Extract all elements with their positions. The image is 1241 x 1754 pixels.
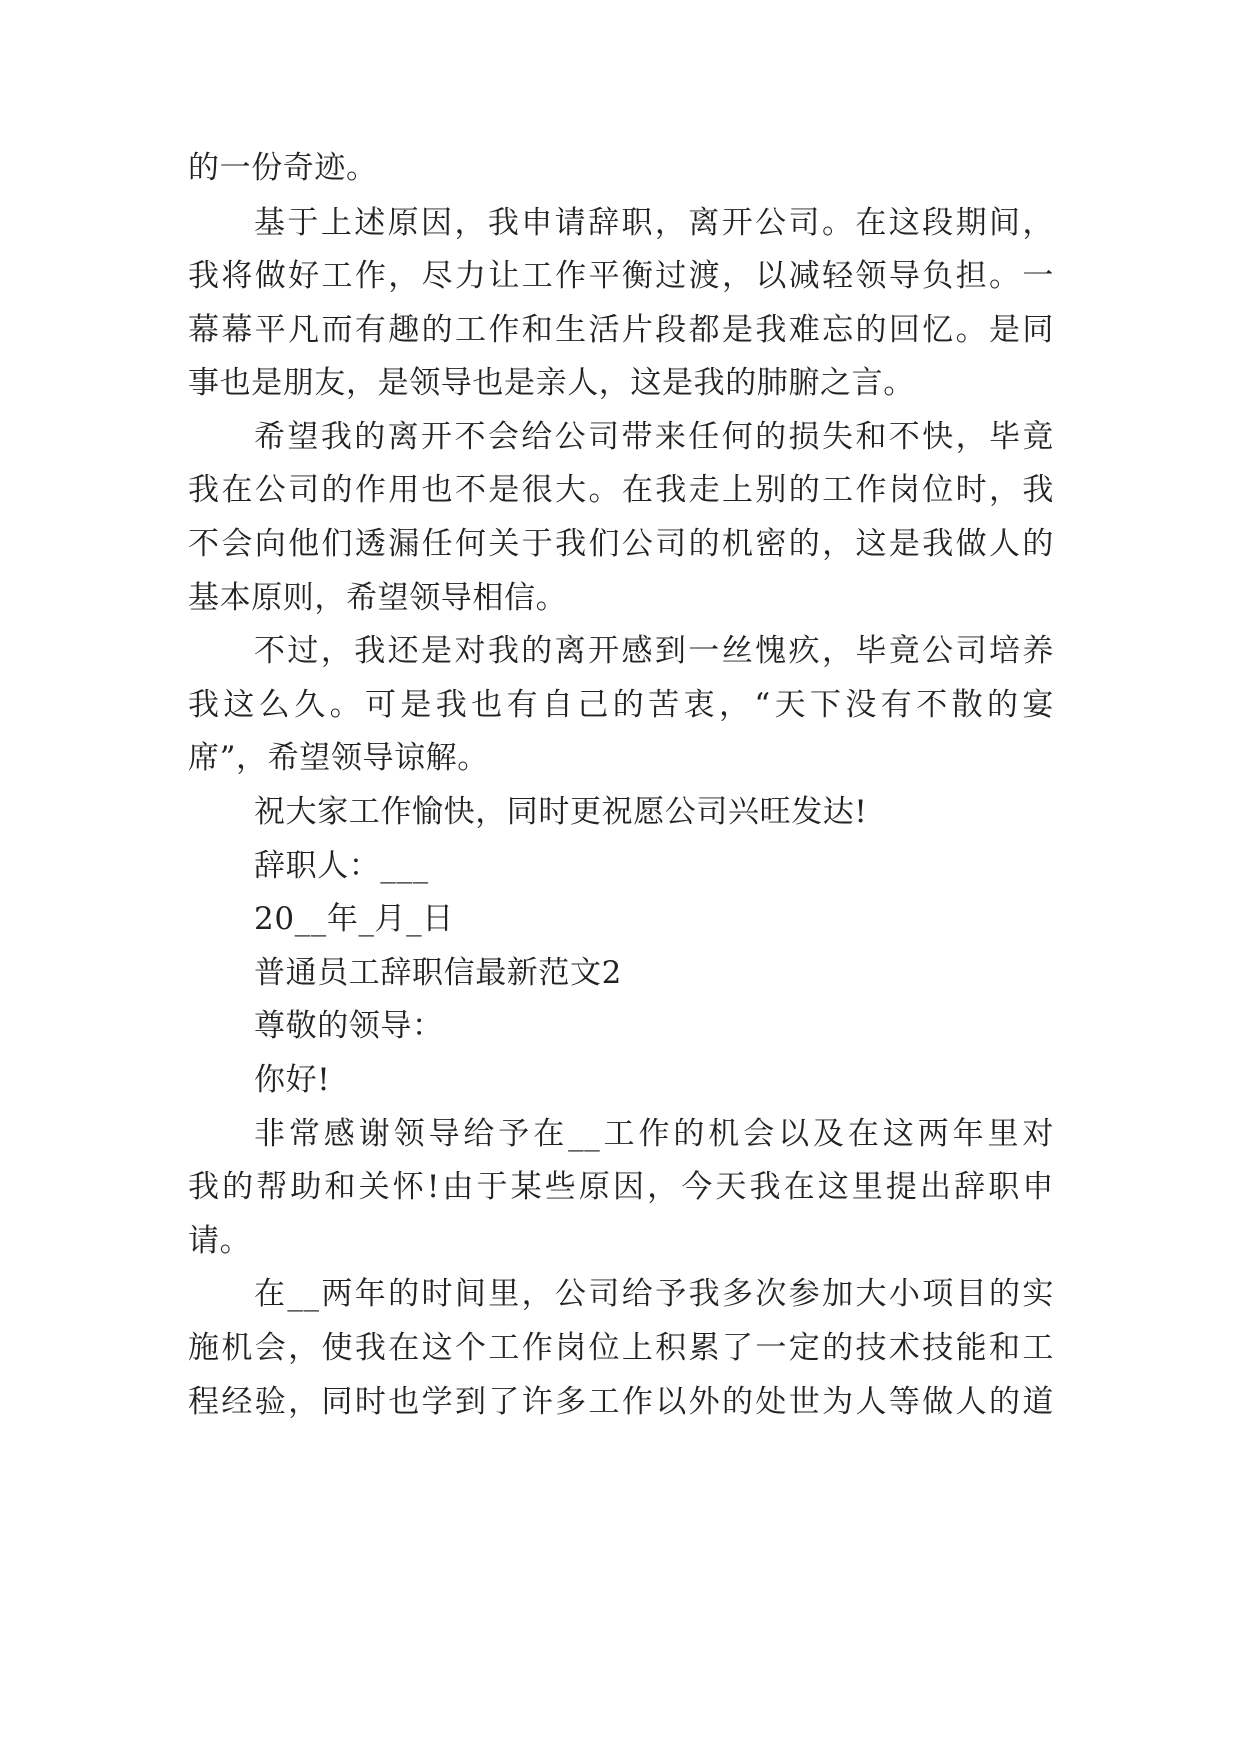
paragraph-first-line: 不过，我还是对我的离开感到一丝愧疚，毕竟公司培养	[254, 633, 1054, 669]
text-line: 事也是朋友，是领导也是亲人，这是我的肺腑之言。	[188, 365, 915, 401]
signature-line: 辞职人：___	[254, 848, 429, 884]
text-line: 基本原则，希望领导相信。	[188, 580, 568, 616]
text-line: 不会向他们透漏任何关于我们公司的机密的，这是我做人的	[188, 526, 1054, 562]
text-line: 我将做好工作，尽力让工作平衡过渡，以减轻领导负担。一	[188, 258, 1054, 294]
paragraph-first-line: 希望我的离开不会给公司带来任何的损失和不快，毕竟	[254, 419, 1054, 455]
date-line: 20__年_月_日	[254, 901, 454, 937]
paragraph-first-line: 在__两年的时间里，公司给予我多次参加大小项目的实	[254, 1276, 1054, 1312]
greeting: 你好!	[254, 1062, 331, 1098]
text-line: 幕幕平凡而有趣的工作和生活片段都是我难忘的回忆。是同	[188, 312, 1054, 348]
text-line: 请。	[188, 1223, 252, 1259]
text-line: 程经验，同时也学到了许多工作以外的处世为人等做人的道	[188, 1384, 1054, 1420]
paragraph-first-line: 基于上述原因，我申请辞职，离开公司。在这段期间，	[254, 205, 1054, 241]
salutation: 尊敬的领导：	[254, 1008, 444, 1044]
text-line: 施机会，使我在这个工作岗位上积累了一定的技术技能和工	[188, 1330, 1054, 1366]
section-title: 普通员工辞职信最新范文2	[254, 955, 622, 991]
paragraph-first-line: 非常感谢领导给予在__工作的机会以及在这两年里对	[254, 1116, 1054, 1152]
closing-wish: 祝大家工作愉快，同时更祝愿公司兴旺发达!	[254, 794, 868, 830]
text-line: 我在公司的作用也不是很大。在我走上别的工作岗位时，我	[188, 472, 1054, 508]
text-line: 席”，希望领导谅解。	[188, 740, 489, 776]
text-line: 的一份奇迹。	[188, 150, 378, 186]
text-line: 我这么久。可是我也有自己的苦衷，“天下没有不散的宴	[188, 687, 1054, 723]
text-line: 我的帮助和关怀!由于某些原因，今天我在这里提出辞职申	[188, 1169, 1054, 1205]
